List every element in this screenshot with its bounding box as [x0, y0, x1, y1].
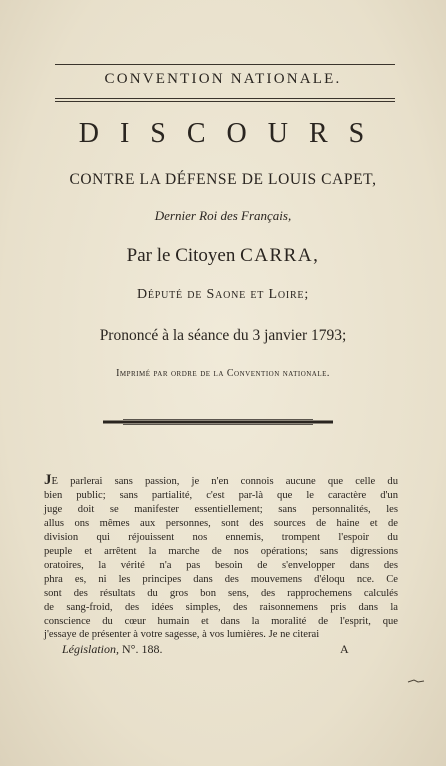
body-line: bien public; sans partialité, c'est par-là que le caractère d'un — [44, 489, 398, 501]
signature-line — [62, 642, 362, 657]
body-line: conscience du cœur humain et dans la moralité de l'esprit, que — [44, 615, 398, 627]
dernier-roi-line: Dernier Roi des Français, — [154, 208, 292, 223]
author-prefix: Par le Citoyen — [126, 245, 236, 266]
depute-line — [0, 287, 446, 303]
heading-double-rule-lower — [55, 101, 395, 102]
body-paragraph — [44, 474, 398, 642]
convention-heading: CONVENTION NATIONALE. — [104, 71, 342, 87]
heading-double-rule-upper — [55, 98, 395, 99]
document-title: DISCOURS — [78, 118, 386, 149]
prononce-line: Prononcé à la séance du 3 janvier 1793; — [99, 327, 347, 344]
ink-mark — [406, 676, 426, 686]
drop-cap: J — [44, 472, 52, 488]
body-line: JE parlerai sans passion, je n'en connois aucune que celle du — [44, 472, 398, 488]
top-rule — [55, 64, 395, 65]
signature-label: Législation, — [62, 642, 120, 656]
body-line: division qui réjouissent nos ennemis, trompent l'espoir du — [44, 531, 398, 543]
document-subtitle: CONTRE LA DÉFENSE DE LOUIS CAPET, — [69, 171, 377, 188]
body-line: allus ons mêmes aux personnes, sont des sources de haine et de — [44, 517, 398, 529]
imprime-line — [0, 368, 446, 379]
author-line — [0, 245, 446, 267]
author-name: CARRA, — [240, 245, 320, 266]
body-line: juge doit se manifester essentiellement; sans personnalités, les — [44, 503, 398, 515]
imprime-text: Imprimé par ordre de la Convention nationale. — [116, 368, 330, 379]
body-line: phra es, ni les principes dans des mouvemens d'éloqu nce. Ce — [44, 573, 398, 585]
ornamental-rule — [103, 418, 333, 426]
body-line: peuple et arrêtent la marche de nos opérations; sans digressions — [44, 545, 398, 557]
signature-number: N°. 188. — [122, 642, 163, 656]
signature-sheet-letter: A — [340, 642, 349, 656]
body-line: oratoires, la vérité n'a pas besoin de s'envelopper dans des — [44, 559, 398, 571]
body-line: de sang-froid, des idées simples, des raisonnemens pris dans la — [44, 601, 398, 613]
depute-text: Député de Saone et Loire; — [136, 287, 310, 302]
body-line: sont des résultats du gros bon sens, des rapprochemens calculés — [44, 587, 398, 599]
body-line: j'essaye de présenter à votre sagesse, à vos lumières. Je ne citerai — [44, 629, 320, 641]
